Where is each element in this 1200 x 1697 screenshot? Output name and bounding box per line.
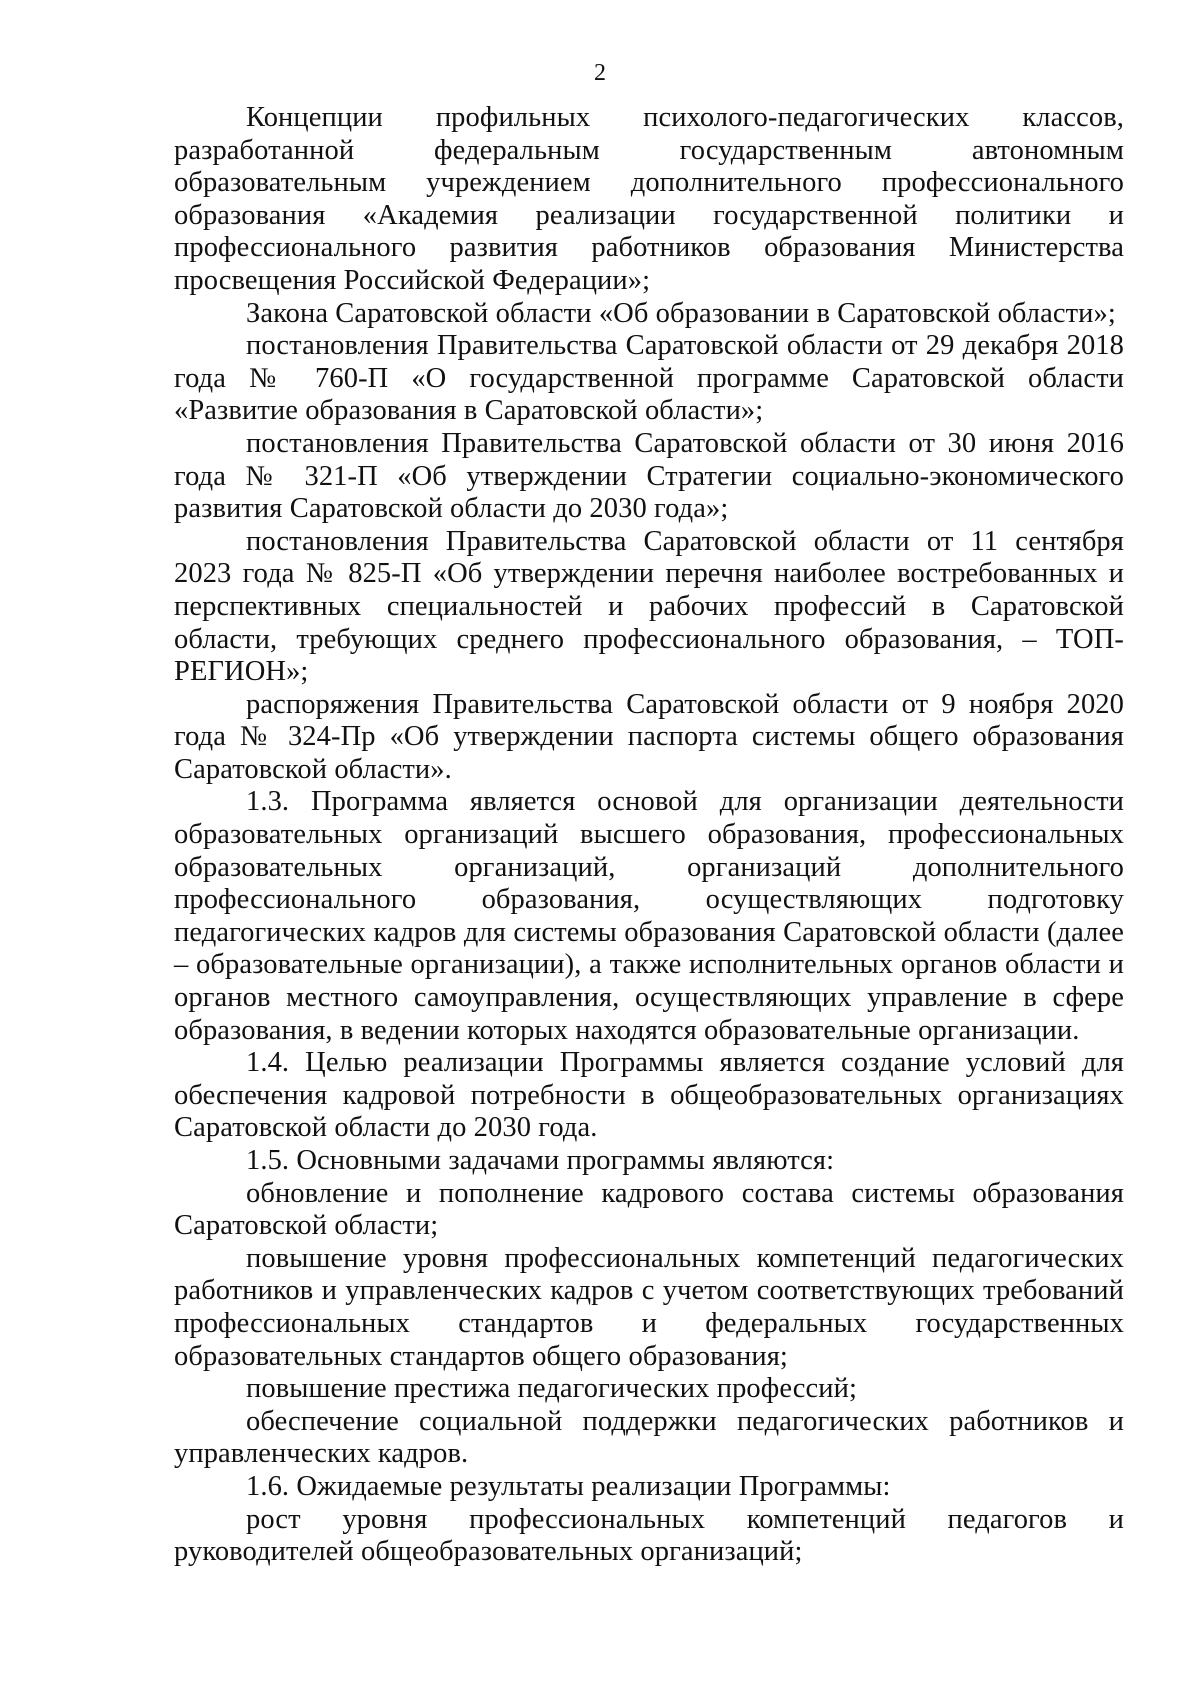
paragraph-regional-law: Закона Саратовской области «Об образовании в Саратовской области»;	[246, 297, 1116, 329]
paragraph-section-1-4: 1.4. Целью реализации Программы является создание условий для обеспечения кадровой потребности в общеобразовательных организациях Саратовской области до 2030 года.	[174, 1047, 1124, 1144]
page-number: 2	[594, 60, 606, 86]
paragraph-task-competence: повышение уровня профессиональных компетенций педагогических работников и управленческих кадров с учетом соответствующих требований профессиональных стандартов и федеральных государственных образовательных стандартов общего образования;	[174, 1242, 1124, 1372]
paragraph-resolution-825: постановления Правительства Саратовской области от 11 сентября 2023 года № 825-П «Об утверждении перечня наиболее востребованных и перспективных специальностей и рабочих профессий в Саратовской области, требующих среднего профессионального образования, – ТОП-РЕГИОН»;	[174, 525, 1124, 688]
paragraph-section-1-6: 1.6. Ожидаемые результаты реализации Программы:	[246, 1470, 891, 1502]
document-body	[174, 102, 1124, 1569]
paragraph-section-1-3: 1.3. Программа является основой для организации деятельности образовательных организаций высшего образования, профессиональных образовательных организаций, организаций дополнительного профессионального образования, осуществляющих подготовку педагогических кадров для системы образования Саратовской области (далее – образовательные организации), а также исполнительных органов области и органов местного самоуправления, осуществляющих управление в сфере образования, в ведении которых находятся образовательные организации.	[174, 786, 1124, 1046]
paragraph-resolution-321: постановления Правительства Саратовской области от 30 июня 2016 года № 321-П «Об утверждении Стратегии социально-экономического развития Саратовской области до 2030 года»;	[174, 427, 1124, 525]
paragraph-task-support: обеспечение социальной поддержки педагогических работников и управленческих кадров.	[174, 1405, 1124, 1470]
paragraph-order-324: распоряжения Правительства Саратовской области от 9 ноября 2020 года № 324-Пр «Об утверждении паспорта системы общего образования Саратовской области».	[174, 688, 1124, 785]
paragraph-resolution-760: постановления Правительства Саратовской области от 29 декабря 2018 года № 760-П «О государственной программе Саратовской области «Развитие образования в Саратовской области»;	[174, 330, 1124, 427]
paragraph-concept-reference: Концепции профильных психолого-педагогических классов, разработанной федеральным государственным автономным образовательным учреждением дополнительного профессионального образования «Академия реализации государственной политики и профессионального развития работников образования Министерства просвещения Российской Федерации»;	[174, 102, 1124, 296]
paragraph-result-competence: рост уровня профессиональных компетенций педагогов и руководителей общеобразовательных организаций;	[174, 1503, 1124, 1568]
paragraph-section-1-5: 1.5. Основными задачами программы являются:	[246, 1145, 835, 1176]
paragraph-task-prestige: повышение престижа педагогических профессий;	[246, 1373, 858, 1405]
paragraph-task-staff-renewal: обновление и пополнение кадрового состава системы образования Саратовской области;	[174, 1177, 1124, 1242]
